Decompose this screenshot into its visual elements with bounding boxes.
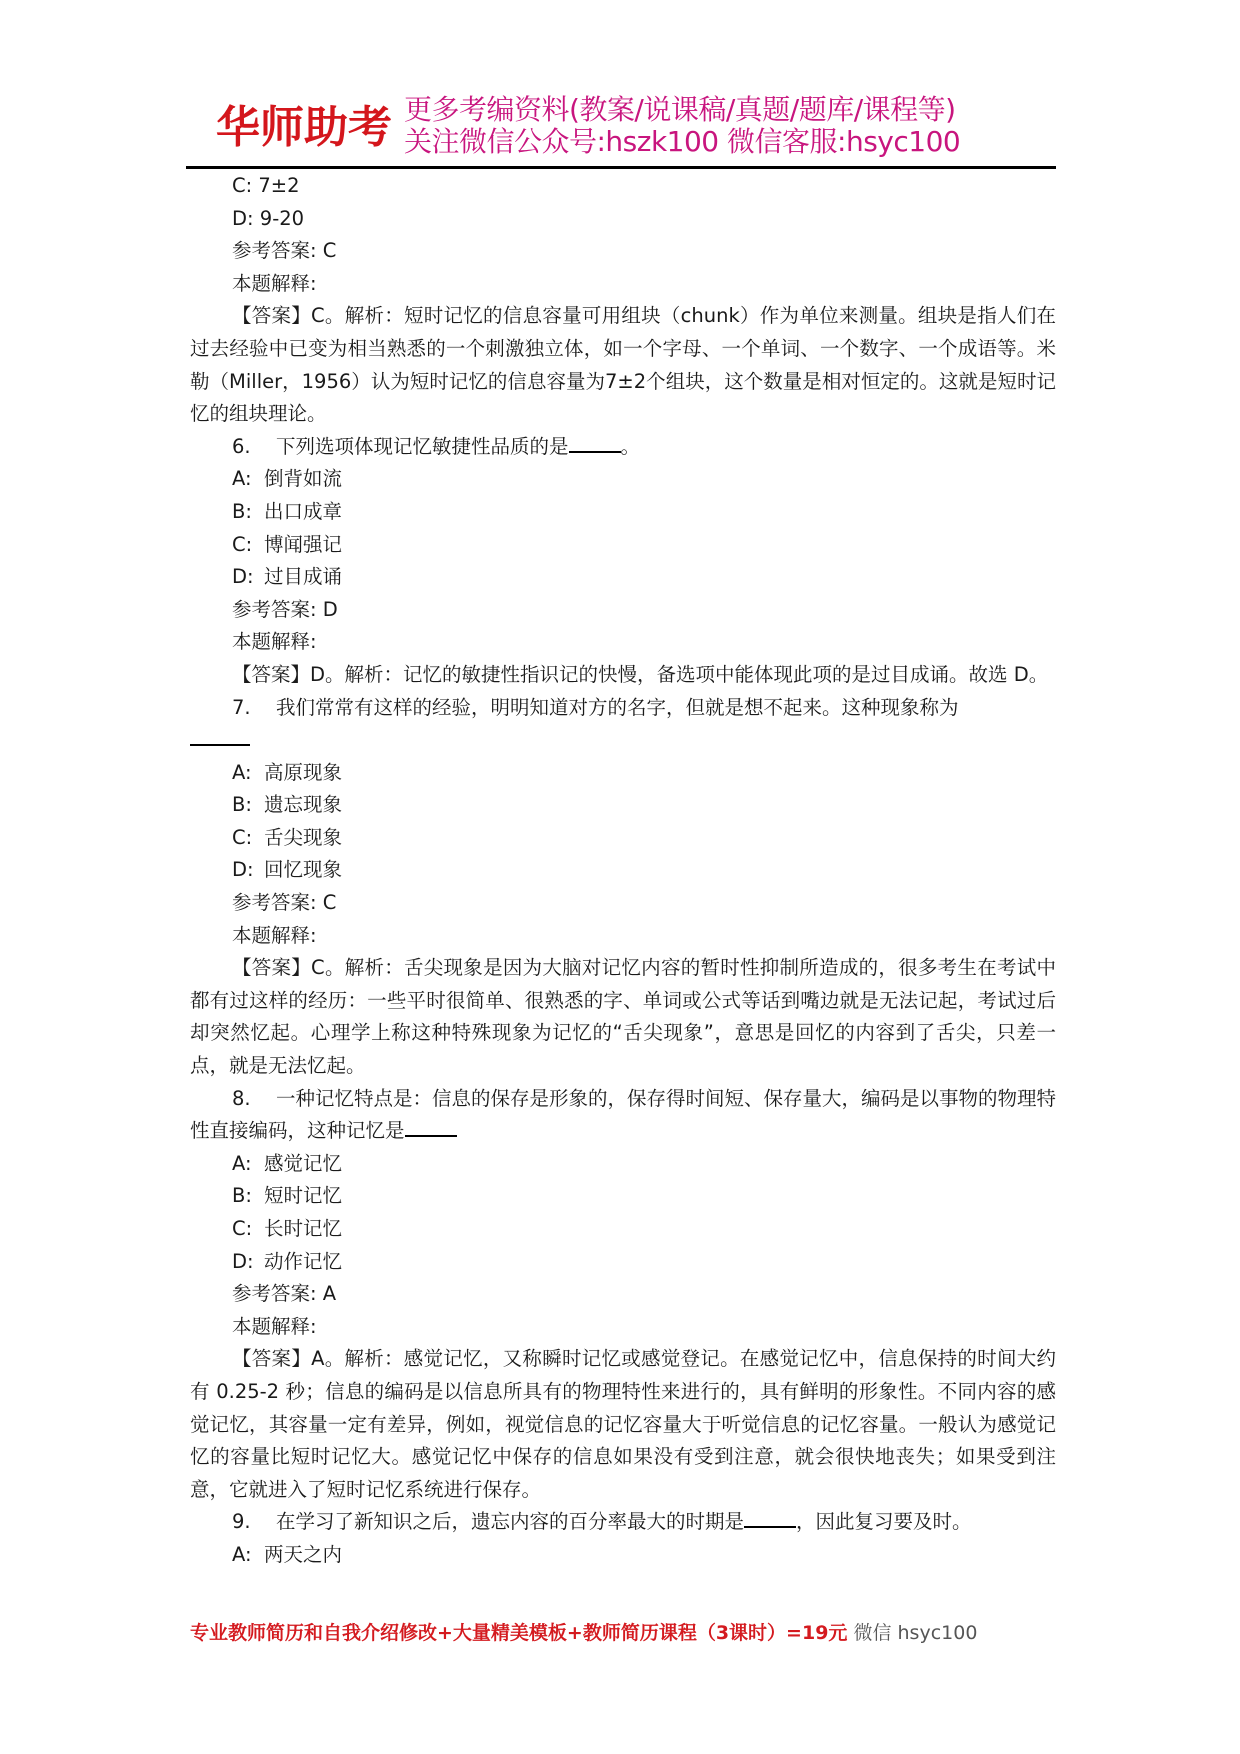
option-c: C: 7±2 [232,174,300,197]
promo-line-2: 关注微信公众号:hszk100 微信客服:hsyc100 [404,125,961,158]
option-c: C: 博闻强记 [232,532,343,556]
option-d: D: 回忆现象 [232,858,343,882]
answer-blank [405,1115,457,1137]
question-8-stem: 8. 一种记忆特点是：信息的保存是形象的，保存得时间短、保存量大，编码是以事物的物理特性直接编码，这种记忆是 [190,1086,1057,1143]
explanation-text: 【答案】C。解析：舌尖现象是因为大脑对记忆内容的暂时性抑制所造成的，很多考生在考试中都有过这样的经历：一些平时很简单、很熟悉的字、单词或公式等话到嘴边就是无法记起，考试过后却突然忆起。心理学上称这种特殊现象为记忆的“舌尖现象”，意思是回忆的内容到了舌尖，只差一点，就是无法忆起。 [190,956,1056,1078]
explanation-text: 【答案】C。解析：短时记忆的信息容量可用组块（chunk）作为单位来测量。组块是指人们在过去经验中已变为相当熟悉的一个刺激独立体，如一个字母、一个单词、一个数字、一个成语等。米勒（Miller，1956）认为短时记忆的信息容量为7±2个组块，这个数量是相对恒定的。这就是短时记忆的组块理论。 [190,304,1056,426]
option-c: C: 长时记忆 [232,1217,343,1240]
option-a: A: 两天之内 [232,1542,343,1566]
brand-logo: 华师助考 [216,102,392,153]
question-6-stem: 6. 下列选项体现记忆敏捷性品质的是 。 [190,431,1056,464]
reference-answer: 参考答案: A [232,1282,337,1306]
document-body [190,170,1056,1572]
promo-text [404,94,960,158]
answer-blank [190,726,250,746]
explanation-label: 本题解释: [232,1314,317,1338]
option-a: A: 高原现象 [232,760,343,784]
explanation-text: 【答案】A。解析：感觉记忆，又称瞬时记忆或感觉登记。在感觉记忆中，信息保持的时间大约有 0.25-2 秒；信息的编码是以信息所具有的物理特性来进行的，具有鲜明的形象性。不同内容的感觉记忆，其容量一定有差异，例如，视觉信息的记忆容量大于听觉信息的记忆容量。一般认为感觉记忆的容量比短时记忆大。感觉记忆中保存的信息如果没有受到注意，就会很快地丧失；如果受到注意，它就进入了短时记忆系统进行保存。 [190,1347,1056,1501]
option-a: A: 感觉记忆 [232,1151,343,1175]
header-divider [186,166,1056,169]
explanation-text: 【答案】D。解析：记忆的敏捷性指识记的快慢，备选项中能体现此项的是过目成诵。故选 D。 [232,662,1049,686]
page-header-banner [190,92,1050,162]
reference-answer: 参考答案: D [232,597,338,621]
option-d: D: 9-20 [232,206,305,230]
reference-answer: 参考答案: C [232,239,337,263]
option-c: C: 舌尖现象 [232,825,343,849]
question-7-stem: 7. 我们常常有这样的经验，明明知道对方的名字，但就是想不起来。这种现象称为 [232,695,959,719]
explanation-label: 本题解释: [232,923,317,947]
option-d: D: 动作记忆 [232,1249,343,1273]
contact-text: 微信 hsyc100 [847,1622,978,1644]
footer-advertisement [190,1618,1056,1645]
option-d: D: 过目成诵 [232,565,343,589]
promo-line-1: 更多考编资料(教案/说课稿/真题/题库/课程等) [404,93,956,126]
option-b: B: 出口成章 [232,499,343,523]
explanation-label: 本题解释: [232,271,317,295]
question-9-stem: 9. 在学习了新知识之后，遗忘内容的百分率最大的时期是 ，因此复习要及时。 [190,1506,1056,1539]
ad-text: 专业教师简历和自我介绍修改+大量精美模板+教师简历课程（3课时）=19元 [190,1622,848,1644]
explanation-label: 本题解释: [232,630,317,654]
answer-blank [744,1506,796,1528]
option-b: B: 短时记忆 [232,1184,343,1208]
answer-blank [569,431,621,453]
option-a: A: 倒背如流 [232,467,343,491]
reference-answer: 参考答案: C [232,891,337,915]
option-b: B: 遗忘现象 [232,793,343,817]
answer-blank-line [190,724,1056,757]
